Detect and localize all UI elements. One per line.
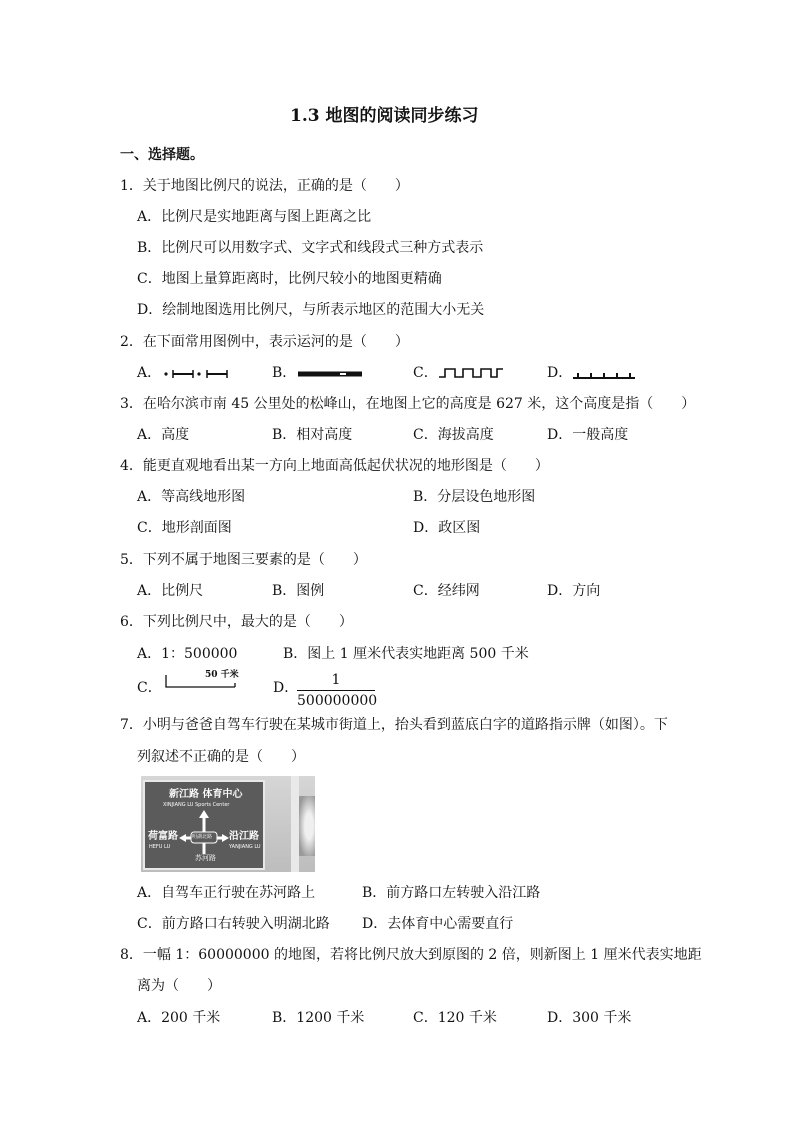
question-8-option-b[interactable]: B．1200 千米 <box>272 1010 365 1026</box>
fraction-scale <box>297 671 378 710</box>
sign-pole <box>291 776 299 872</box>
question-4-stem: 4．能更直观地看出某一方向上地面高低起伏状况的地形图是（ ） <box>120 458 549 474</box>
fraction-numerator: 1 <box>331 672 341 688</box>
sign-top-chinese: 新江路 体育中心 <box>169 789 243 800</box>
page-title: 1.3 地图的阅读同步练习 <box>290 106 479 126</box>
question-7-option-b[interactable]: B．前方路口左转驶入沿江路 <box>362 885 541 901</box>
sign-left-english: HEFU LU <box>149 844 171 850</box>
sign-top-english: XINJIANG LU Sports Center <box>163 802 230 808</box>
tree-branches <box>299 796 315 856</box>
question-2-option-b[interactable]: B． <box>272 365 297 381</box>
road-sign-panel <box>143 780 265 870</box>
question-1-option-b[interactable]: B．比例尺可以用数字式、文字式和线段式三种方式表示 <box>137 240 484 256</box>
question-8-stem-line-1: 8．一幅 1：60000000 的地图，若将比例尺放大到原图的 2 倍，则新图上 1 厘米代表实地距 <box>120 947 702 963</box>
canal-legend-symbol <box>298 368 362 380</box>
question-2-stem: 2．在下面常用图例中，表示运河的是（ ） <box>120 334 409 350</box>
question-8-stem-line-2: 离为（ ） <box>137 978 221 994</box>
sign-intersection-arrows <box>179 810 229 854</box>
boundary-wall-legend-symbol <box>439 366 503 380</box>
railway-legend-symbol <box>163 368 233 380</box>
question-3-stem: 3．在哈尔滨市南 45 公里处的松峰山，在地图上它的高度是 627 米，这个高度是指（ ） <box>120 396 696 412</box>
line-scale-label: 50 千米 <box>205 670 239 680</box>
question-1-option-c[interactable]: C．地图上量算距离时，比例尺较小的地图更精确 <box>137 271 442 287</box>
question-2-option-c[interactable]: C． <box>413 365 438 381</box>
question-2-option-d[interactable]: D． <box>547 365 573 381</box>
question-4-option-b[interactable]: B．分层设色地形图 <box>413 489 536 505</box>
question-7-stem-line-1: 7．小明与爸爸自驾车行驶在某城市街道上，抬头看到蓝底白字的道路指示牌（如图）。下 <box>120 717 668 733</box>
question-1-stem: 1．关于地图比例尺的说法，正确的是（ ） <box>120 178 409 194</box>
fraction-denominator: 500000000 <box>297 693 378 709</box>
question-4-option-c[interactable]: C．地形剖面图 <box>137 520 232 536</box>
question-4-option-a[interactable]: A．等高线地形图 <box>137 489 246 505</box>
question-2-option-a[interactable]: A． <box>137 365 162 381</box>
question-5-option-a[interactable]: A．比例尺 <box>137 583 204 599</box>
question-3-option-d[interactable]: D．一般高度 <box>547 427 629 443</box>
question-7-stem-line-2: 列叙述不正确的是（ ） <box>137 749 305 765</box>
sign-center-label: 明湖北路 <box>192 834 213 840</box>
question-6-option-c[interactable]: C． <box>137 680 162 696</box>
question-7-option-c[interactable]: C．前方路口右转驶入明湖北路 <box>137 916 330 932</box>
embankment-legend-symbol <box>573 368 635 380</box>
road-sign-photo <box>141 776 315 872</box>
question-3-option-b[interactable]: B．相对高度 <box>272 427 353 443</box>
question-4-option-d[interactable]: D．政区图 <box>413 520 481 536</box>
question-7-option-a[interactable]: A．自驾车正行驶在苏河路上 <box>137 885 316 901</box>
question-7-option-d[interactable]: D．去体育中心需要直行 <box>362 916 514 932</box>
question-5-option-d[interactable]: D．方向 <box>547 583 601 599</box>
question-6-option-b[interactable]: B．图上 1 厘米代表实地距离 500 千米 <box>283 646 529 662</box>
fraction-bar <box>297 690 375 691</box>
question-6-option-a[interactable]: A．1：500000 <box>137 646 238 662</box>
question-6-option-d[interactable]: D． <box>273 680 299 696</box>
sign-bottom-chinese: 苏河路 <box>195 854 216 862</box>
section-heading: 一、选择题。 <box>120 147 204 163</box>
sign-right-chinese: 沿江路 <box>229 831 259 842</box>
question-1-option-d[interactable]: D．绘制地图选用比例尺，与所表示地区的范围大小无关 <box>137 302 485 318</box>
sign-left-chinese: 荷富路 <box>148 831 178 842</box>
question-3-option-c[interactable]: C．海拔高度 <box>413 427 494 443</box>
question-8-option-d[interactable]: D．300 千米 <box>547 1010 632 1026</box>
sign-right-english: YANJIANG LU <box>229 844 261 850</box>
question-8-option-a[interactable]: A．200 千米 <box>137 1010 221 1026</box>
question-5-option-b[interactable]: B．图例 <box>272 583 325 599</box>
question-8-option-c[interactable]: C．120 千米 <box>413 1010 497 1026</box>
question-3-option-a[interactable]: A．高度 <box>137 427 190 443</box>
question-5-option-c[interactable]: C．经纬网 <box>413 583 480 599</box>
question-1-option-a[interactable]: A．比例尺是实地距离与图上距离之比 <box>137 209 372 225</box>
question-5-stem: 5．下列不属于地图三要素的是（ ） <box>120 552 367 568</box>
question-6-stem: 6．下列比例尺中，最大的是（ ） <box>120 614 353 630</box>
